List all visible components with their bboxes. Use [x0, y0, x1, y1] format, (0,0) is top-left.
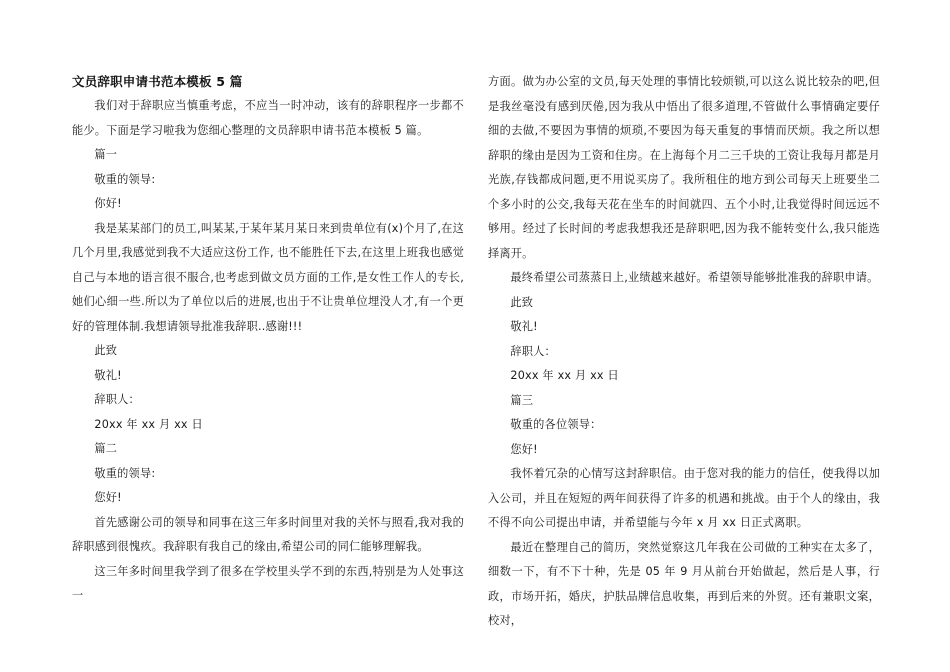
letter2-paragraph-3: 最终希望公司蒸蒸日上,业绩越来越好。希望领导能够批准我的辞职申请。 [510, 271, 879, 284]
letter2-date: 20xx 年 xx 月 xx 日 [510, 369, 619, 382]
letter1-closing1: 此致 [94, 344, 118, 357]
letter3-greeting: 您好! [510, 442, 538, 456]
letter1-date: 20xx 年 xx 月 xx 日 [94, 417, 203, 431]
letter3-paragraph-2: 最近在整理自己的简历，突然觉察这几年我在公司做的工种实在太多了，细数一下，有不下十种，先是 05 年 9 月从前台开始做起，然后是人事，行政，市场开拓，婚庆，护肤品牌信息收集，再到后来的外贸。还有兼职文案，校对， [488, 540, 880, 627]
letter1-closing2: 敬礼! [94, 368, 122, 382]
letter1-salutation: 敬重的领导: [94, 172, 156, 186]
letter2-greeting: 您好! [94, 491, 122, 504]
document-title: 文员辞职申请书范本模板 5 篇 [72, 74, 243, 89]
letter1-greeting: 你好! [94, 197, 122, 210]
letter2-heading: 篇二 [94, 442, 118, 455]
right-column [488, 70, 880, 634]
letter2-closing2: 敬礼! [510, 320, 538, 333]
letter1-heading: 篇一 [94, 148, 118, 161]
letter2-paragraph-2-continued: 方面。做为办公室的文员,每天处理的事情比较烦锁,可以这么说比较杂的吧,但是我丝毫没有感到厌倦,因为我从中悟出了很多道理,不管做什么事情确定要仔细的去做,不要因为事情的烦琐,不要因为每天重复的事情而厌烦。我之所以想辞职的缘由是因为工资和住房。在上海每个月二三千块的工资让我每月都是月光族,存钱都成问题,更不用说买房了。我所租住的地方到公司每天上班要坐二个多小时的公交,我每天花在坐车的时间就四、五个小时,让我觉得时间远远不够用。经过了长时间的考虑我想我还是辞职吧,因为我不能转变什么,我只能选择离开。 [488, 75, 880, 260]
letter2-signer: 辞职人： [510, 344, 556, 358]
letter2-paragraph-1: 首先感谢公司的领导和同事在这三年多时间里对我的关怀与照看,我对我的辞职感到很愧疚。我辞职有我自己的缘由,希望公司的同仁能够理解我。 [72, 515, 464, 553]
left-column [72, 70, 464, 609]
letter3-salutation: 敬重的各位领导： [510, 418, 602, 431]
letter2-closing1: 此致 [510, 295, 534, 309]
letter1-signer: 辞职人： [94, 393, 140, 406]
intro-paragraph: 我们对于辞职应当慎重考虑，不应当一时冲动，该有的辞职程序一步都不能少。下面是学习啦我为您细心整理的文员辞职申请书范本模板 5 篇。 [72, 99, 464, 137]
letter2-paragraph-2-start: 这三年多时间里我学到了很多在学校里头学不到的东西,特别是为人处事这一 [72, 564, 464, 602]
letter3-heading: 篇三 [510, 393, 534, 407]
letter1-body: 我是某某部门的员工,叫某某,于某年某月某日来到贵单位有(x)个月了,在这几个月里,我感觉到我不大适应这份工作, 也不能胜任下去,在这里上班我也感觉自己与本地的语言很不服合,也考虑到做文员方面的工作,是女性工作人的专长,她们心细一些.所以为了单位以后的进展,也出于不让贵单位埋没人才,有一个更好的管理体制.我想请领导批准我辞职..感谢!!! [72, 221, 464, 333]
letter3-paragraph-1: 我怀着冗杂的心情写这封辞职信。由于您对我的能力的信任，使我得以加入公司，并且在短短的两年间获得了许多的机遇和挑战。由于个人的缘由，我不得不向公司提出申请，并希望能与今年 x 月 xx 日正式离职。 [488, 467, 880, 529]
letter2-salutation: 敬重的领导: [94, 466, 156, 480]
